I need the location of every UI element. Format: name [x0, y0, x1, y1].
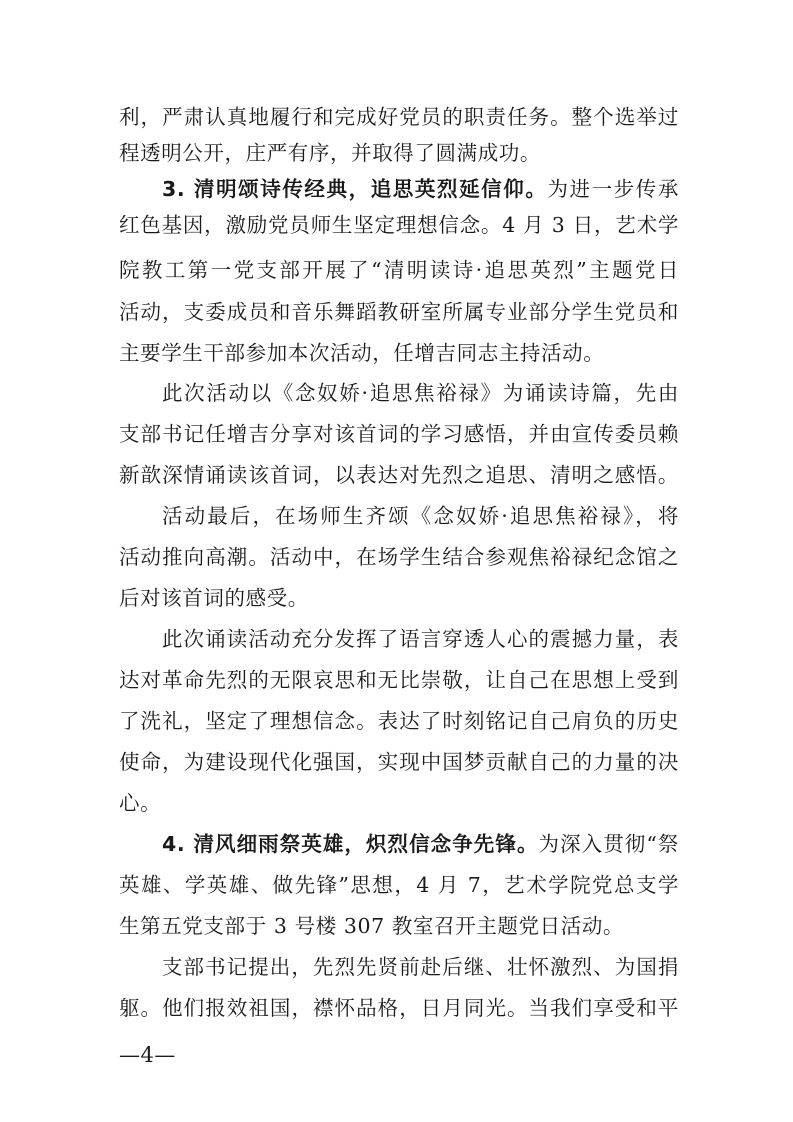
body-line: 此次活动以《念奴娇·追思焦裕禄》为诵读诗篇，先由 — [162, 381, 679, 405]
body-line: 此次诵读活动充分发挥了语言穿透人心的震撼力量，表 — [162, 627, 679, 651]
body-line: 英雄、学英雄、做先锋”思想，4 月 7，艺术学院党总支学 — [119, 873, 679, 897]
body-line: 院教工第一党支部开展了“清明读诗·追思英烈”主题党日 — [119, 258, 679, 282]
body-text: 为深入贯彻“祭 — [538, 832, 679, 856]
page-number: —4— — [119, 1043, 176, 1067]
body-line: 主要学生干部参加本次活动，任增吉同志主持活动。 — [119, 341, 605, 365]
body-line: 生第五党支部于 3 号楼 307 教室召开主题党日活动。 — [119, 914, 625, 938]
body-line: 新歆深情诵读该首词，以表达对先烈之追思、清明之感悟。 — [119, 463, 679, 487]
body-line: 支部书记提出，先烈先贤前赴后继、壮怀激烈、为国捐 — [162, 955, 679, 979]
section-heading-4: 4. 清风细雨祭英雄，炽烈信念争先锋。 — [162, 832, 539, 856]
body-line: 达对革命先烈的无限哀思和无比崇敬，让自己在思想上受到 — [119, 668, 679, 692]
body-line: 程透明公开，庄严有序，并取得了圆满成功。 — [119, 141, 541, 165]
body-line: 活动，支委成员和音乐舞蹈教研室所属专业部分学生党员和 — [119, 300, 679, 324]
body-line: 了洗礼，坚定了理想信念。表达了时刻铭记自己肩负的历史 — [119, 709, 679, 733]
body-line: 后对该首词的感受。 — [119, 586, 309, 610]
body-line: 利，严肃认真地履行和完成好党员的职责任务。整个选举过 — [119, 105, 679, 129]
body-line: 支部书记任增吉分享对该首词的学习感悟，并由宣传委员赖 — [119, 422, 679, 446]
body-line: 活动最后，在场师生齐颂《念奴娇·追思焦裕禄》，将 — [162, 504, 679, 528]
section-heading-3: 3. 清明颂诗传经典，追思英烈延信仰。 — [162, 177, 548, 201]
section-heading-line — [162, 831, 679, 857]
body-line: 心。 — [119, 791, 162, 815]
section-heading-line — [162, 176, 679, 202]
body-line: 使命，为建设现代化强国，实现中国梦贡献自己的力量的决 — [119, 750, 679, 774]
body-text: 为进一步传承 — [547, 177, 679, 201]
body-line: 活动推向高潮。活动中，在场学生结合参观焦裕禄纪念馆之 — [119, 545, 679, 569]
body-line: 躯。他们报效祖国，襟怀品格，日月同光。当我们享受和平 — [119, 996, 679, 1020]
body-line: 红色基因，激励党员师生坚定理想信念。4 月 3 日，艺术学 — [119, 213, 679, 237]
